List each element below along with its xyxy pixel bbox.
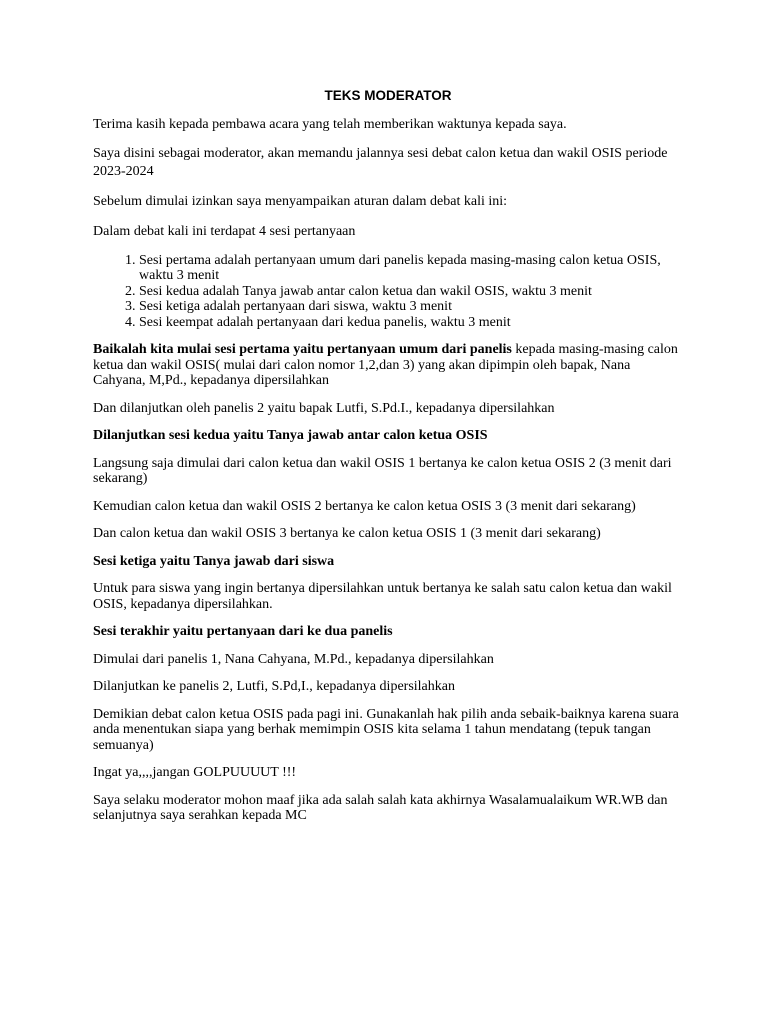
paragraph-rules-intro: Sebelum dimulai izinkan saya menyampaikan aturan dalam debat kali ini: xyxy=(93,193,508,209)
list-item: 1. Sesi pertama adalah pertanyaan umum dari panelis kepada masing-masing calon ketua OSIS, waktu 3 menit xyxy=(139,253,683,284)
paragraph-panelis-two: Dan dilanjutkan oleh panelis 2 yaitu bapak Lutfi, S.Pd.I., kepadanya dipersilahkan xyxy=(93,400,555,416)
document-body xyxy=(93,88,683,836)
paragraph-opening: Terima kasih kepada pembawa acara yang telah memberikan waktunya kepada saya. xyxy=(93,117,567,132)
paragraph-farewell: Saya selaku moderator mohon maaf jika ada salah salah kata akhirnya Wasalamualaikum WR.WB dan selanjutnya saya serahkan kepada MC xyxy=(93,792,668,823)
document-title: TEKS MODERATOR xyxy=(324,88,452,103)
paragraph-session-two-start: Langsung saja dimulai dari calon ketua dan wakil OSIS 1 bertanya ke calon ketua OSIS 2 (3 menit dari sekarang) xyxy=(93,455,672,486)
list-item: 3. Sesi ketiga adalah pertanyaan dari siswa, waktu 3 menit xyxy=(139,299,683,315)
list-item: 4. Sesi keempat adalah pertanyaan dari kedua panelis, waktu 3 menit xyxy=(139,315,683,331)
paragraph-reminder: Ingat ya,,,,jangan GOLPUUUUT !!! xyxy=(93,765,297,780)
paragraph-session-three: Untuk para siswa yang ingin bertanya dipersilahkan untuk bertanya ke salah satu calon ketua dan wakil OSIS, kepadanya dipersilahkan. xyxy=(93,581,672,612)
list-item: 2. Sesi kedua adalah Tanya jawab antar calon ketua dan wakil OSIS, waktu 3 menit xyxy=(139,284,683,300)
heading-session-three: Sesi ketiga yaitu Tanya jawab dari siswa xyxy=(93,553,335,569)
paragraph-session-two-third: Dan calon ketua dan wakil OSIS 3 bertanya ke calon ketua OSIS 1 (3 menit dari sekarang) xyxy=(93,526,601,541)
session-one-heading: Baikalah kita mulai sesi pertama yaitu pertanyaan umum dari panelis xyxy=(93,342,512,357)
session-list xyxy=(93,253,683,331)
paragraph-moderator-intro: Saya disini sebagai moderator, akan memandu jalannya sesi debat calon ketua dan wakil OSIS periode 2023-2024 xyxy=(93,145,668,179)
heading-session-four: Sesi terakhir yaitu pertanyaan dari ke dua panelis xyxy=(93,624,393,639)
session-one-text: kepada masing-masing calon ketua dan wakil OSIS( mulai dari calon nomor 1,2,dan 3) yang akan dipimpin oleh bapak, Nana Cahyana, M,Pd., kepadanya dipersilahkan xyxy=(93,342,678,388)
paragraph-session-two-second: Kemudian calon ketua dan wakil OSIS 2 bertanya ke calon ketua OSIS 3 (3 menit dari sekarang) xyxy=(93,498,636,514)
paragraph-session-count: Dalam debat kali ini terdapat 4 sesi pertanyaan xyxy=(93,223,356,239)
paragraph-panelis-two-final: Dilanjutkan ke panelis 2, Lutfi, S.Pd,I., kepadanya dipersilahkan xyxy=(93,679,455,694)
paragraph-closing: Demikian debat calon ketua OSIS pada pagi ini. Gunakanlah hak pilih anda sebaik-baiknya karena suara anda menentukan siapa yang berhak memimpin OSIS kita selama 1 tahun mendatang (tepuk tangan semuanya) xyxy=(93,706,679,753)
paragraph-session-one xyxy=(93,342,683,389)
paragraph-panelis-one: Dimulai dari panelis 1, Nana Cahyana, M.Pd., kepadanya dipersilahkan xyxy=(93,651,494,667)
heading-session-two: Dilanjutkan sesi kedua yaitu Tanya jawab antar calon ketua OSIS xyxy=(93,428,488,443)
